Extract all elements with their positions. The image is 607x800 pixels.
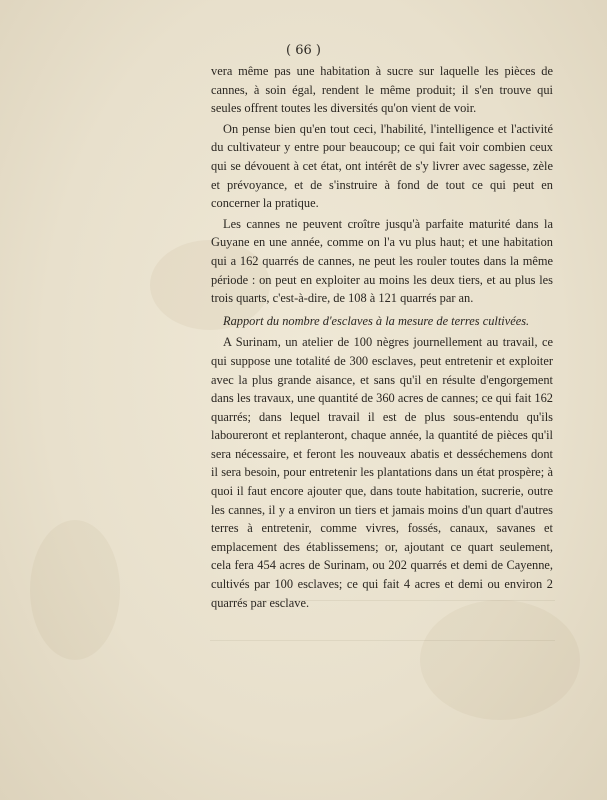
body-text [211, 62, 553, 612]
paragraph-continuation: vera même pas une habitation à sucre sur laquelle les pièces de cannes, à soin égal, rendent le même produit; il s'en trouve qui seules offrent toutes les diversités qu'on vient de voir. [211, 64, 553, 116]
section-paragraph: A Surinam, un atelier de 100 nègres journellement au travail, ce qui suppose une totalité de 300 esclaves, peut entretenir et exploiter avec la plus grande aisance, et sans qu'il en résulte d'engorgement dans les travaux, une quantité de 360 acres de cannes; ce qui fait 162 quarrés; dans lequel travail il est de plus sous-entendu qu'ils laboureront et replanteront, chaque année, la quantité de pièces qu'il sera nécessaire, et feront les nouveaux abatis et desséchemens dont il sera besoin, pour entretenir les plantations dans un état prospère; à quoi il faut encore ajouter que, dans toute habitation, sucrerie, outre les cannes, il y a environ un tiers et jamais moins d'un quart d'autres terres à entretenir, comme vivres, fossés, canaux, savanes et emplacement des établissemens; or, ajoutant ce quart seulement, cela fera 454 acres de Surinam, ou 202 quarrés et demi de Cayenne, cultivés par 100 esclaves; ce qui fait 4 acres et demi ou environ 2 quarrés par esclave. [211, 335, 553, 610]
paper-stain [420, 600, 580, 720]
show-through-line [210, 640, 555, 641]
section-heading: Rapport du nombre d'esclaves à la mesure de terres cultivées. [223, 313, 530, 328]
page-number: ( 66 ) [286, 43, 321, 58]
paragraph: Les cannes ne peuvent croître jusqu'à parfaite maturité dans la Guyane en une année, comme on l'a vu plus haut; et une habitation qui a 162 quarrés de cannes, ne peut les rouler toutes dans la même période : on peut en exploiter au moins les deux tiers, et au plus les trois quarts, c'est-à-dire, de 108 à 121 quarrés par an. [211, 216, 553, 306]
paper-stain [30, 520, 120, 660]
paragraph: On pense bien qu'en tout ceci, l'habilité, l'intelligence et l'activité du cultivateur y entre pour beaucoup; ce qui fait voir combien ceux qui se dévouent à cet état, ont intérêt de s'y livrer avec sagesse, zèle et prévoyance, et de s'instruire à fond de tout ce qui peut en concerner la pratique. [211, 121, 553, 211]
